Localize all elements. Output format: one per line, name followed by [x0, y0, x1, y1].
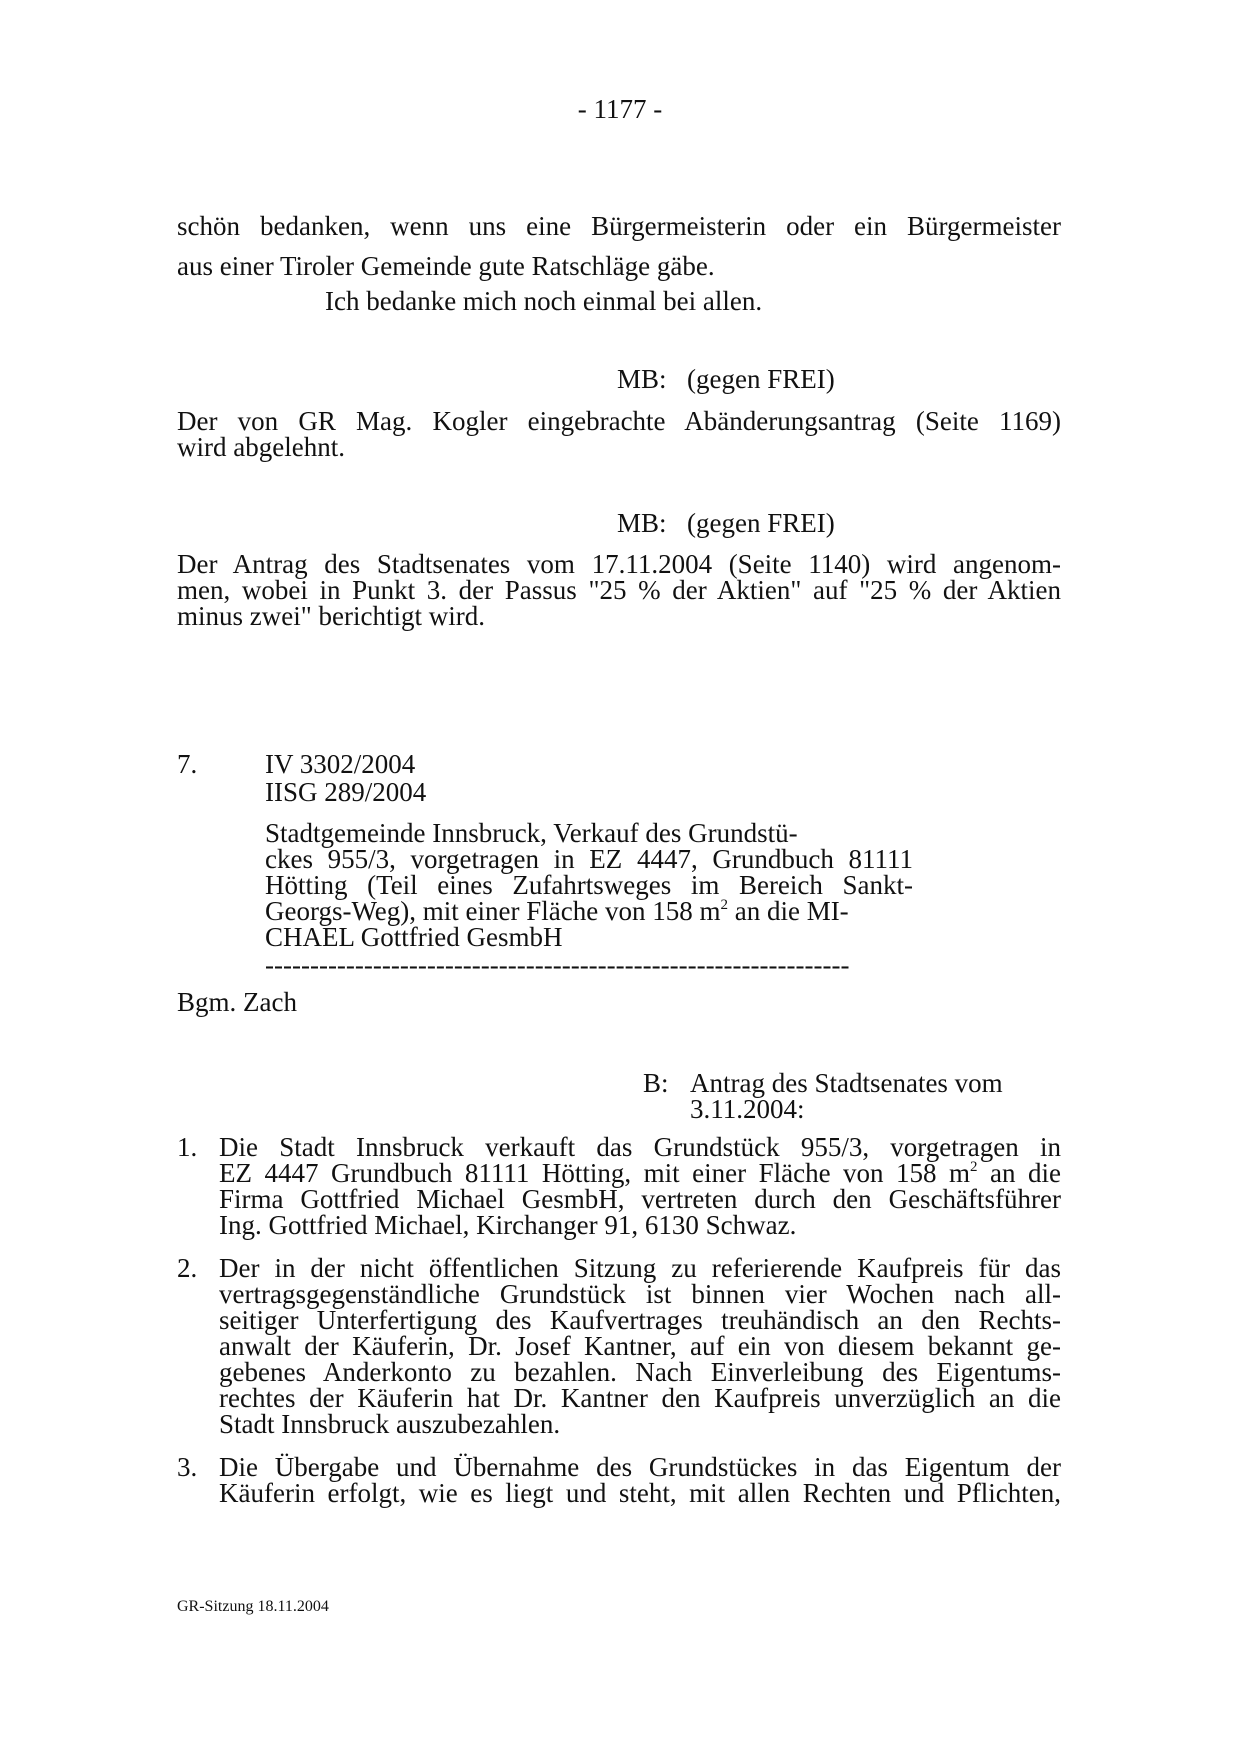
footer: GR-Sitzung 18.11.2004 [177, 1598, 329, 1615]
mb-label: MB: [617, 364, 667, 394]
subject-text: Georgs-Weg), mit einer Fläche von 158 m [265, 896, 721, 926]
agenda-number: 7. [177, 749, 198, 779]
motion-label: B: [643, 1068, 669, 1098]
item-line: seitiger Unterfertigung des Kaufvertrages treuhändisch an den Rechts- [219, 1305, 1061, 1335]
item-line: gebenes Anderkonto zu bezahlen. Nach Einverleibung des Eigentums- [219, 1357, 1061, 1387]
intro-line: schön bedanken, wenn uns eine Bürgermeisterin oder ein Bürgermeister [177, 211, 1061, 241]
superscript: 2 [720, 897, 728, 913]
item-line: Die Übergabe und Übernahme des Grundstückes in das Eigentum der [219, 1452, 1061, 1482]
mb-value: (gegen FREI) [687, 364, 835, 394]
item-line: Firma Gottfried Michael GesmbH, vertreten durch den Geschäftsführer [219, 1184, 1061, 1214]
list-number: 1. [177, 1132, 198, 1162]
item-text: an die [977, 1158, 1061, 1188]
superscript: 2 [970, 1159, 978, 1175]
list-number: 3. [177, 1452, 198, 1482]
item-text: EZ 4447 Grundbuch 81111 Hötting, mit einer Fläche von 158 m [219, 1158, 971, 1188]
list-item [177, 1253, 1061, 1439]
speaker: Bgm. Zach [177, 987, 297, 1017]
item-line: anwalt der Käuferin, Dr. Josef Kantner, auf ein von diesem bekannt ge- [219, 1331, 1061, 1361]
intro-line: Ich bedanke mich noch einmal bei allen. [325, 286, 763, 316]
list-item [177, 1132, 1061, 1240]
agenda-reference: IISG 289/2004 [265, 777, 427, 807]
subject-line: CHAEL Gottfried GesmbH [265, 922, 563, 952]
agenda-reference: IV 3302/2004 [265, 749, 416, 779]
subject-line: Stadtgemeinde Innsbruck, Verkauf des Grundstü- [265, 818, 798, 848]
item-line: rechtes der Käuferin hat Dr. Kantner den Kaufpreis unverzüglich an die [219, 1383, 1061, 1413]
intro-line: aus einer Tiroler Gemeinde gute Ratschläge gäbe. [177, 251, 715, 281]
list-number: 2. [177, 1253, 198, 1283]
motion-title: 3.11.2004: [690, 1094, 805, 1124]
subject-line: ckes 955/3, vorgetragen in EZ 4447, Grundbuch 81111 [265, 844, 913, 874]
decision-line: wird abgelehnt. [177, 432, 345, 462]
page-number: - 1177 - [577, 94, 663, 124]
subject-text: an die MI- [727, 896, 849, 926]
item-line: Ing. Gottfried Michael, Kirchanger 91, 6130 Schwaz. [219, 1210, 797, 1240]
item-line: Käuferin erfolgt, wie es liegt und steht, mit allen Rechten und Pflichten, [219, 1478, 1061, 1508]
decision-line: men, wobei in Punkt 3. der Passus "25 % der Aktien" auf "25 % der Aktien [177, 575, 1061, 605]
item-line: vertragsgegenständliche Grundstück ist binnen vier Wochen nach all- [219, 1279, 1061, 1309]
motion-title: Antrag des Stadtsenates vom [690, 1068, 1003, 1098]
separator-line: ----------------------------------------------------------------- [265, 950, 850, 980]
subject-line: Hötting (Teil eines Zufahrtsweges im Bereich Sankt- [265, 870, 913, 900]
decision-line: minus zwei" berichtigt wird. [177, 601, 485, 631]
decision-line: Der Antrag des Stadtsenates vom 17.11.2004 (Seite 1140) wird angenom- [177, 549, 1061, 579]
mb-value: (gegen FREI) [687, 508, 835, 538]
item-line: Stadt Innsbruck auszubezahlen. [219, 1409, 561, 1439]
decision-line: Der von GR Mag. Kogler eingebrachte Abänderungsantrag (Seite 1169) [177, 406, 1061, 436]
mb-label: MB: [617, 508, 667, 538]
list-item [177, 1452, 1061, 1508]
item-line: Die Stadt Innsbruck verkauft das Grundstück 955/3, vorgetragen in [219, 1132, 1061, 1162]
item-line: Der in der nicht öffentlichen Sitzung zu referierende Kaufpreis für das [219, 1253, 1061, 1283]
